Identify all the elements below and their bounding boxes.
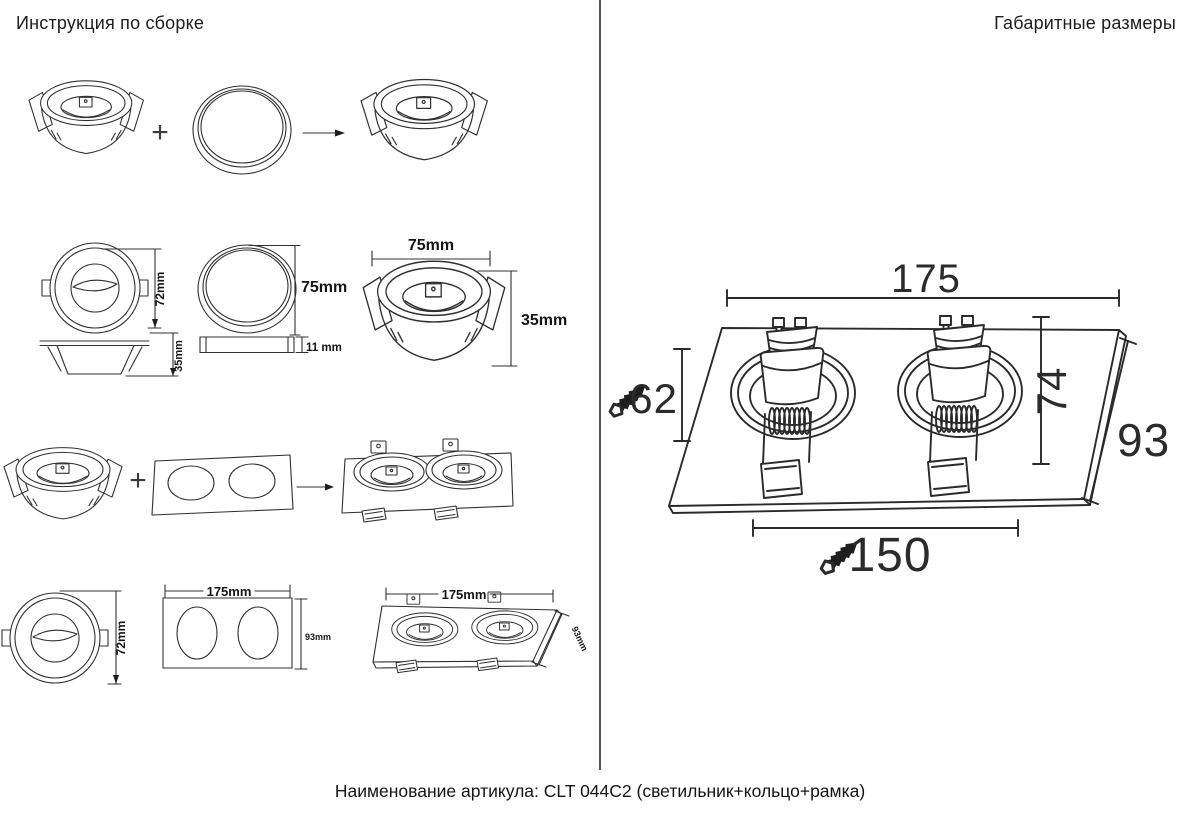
- dim-label-persp-diameter: 75mm: [407, 237, 455, 254]
- ring-drawing: [193, 86, 291, 174]
- dim-label-fixture-depth: 35mm: [173, 340, 185, 372]
- ring-side-view: [200, 337, 342, 354]
- arrow-icon: [303, 130, 345, 137]
- assembly-title: Инструкция по сборке: [16, 13, 205, 33]
- dim-label-ring-thickness: 11 mm: [306, 342, 342, 354]
- dim-label-lamp-height: 74: [1028, 366, 1075, 416]
- fixture-top-view: [42, 243, 167, 333]
- mounting-plate-drawing: [669, 328, 1126, 513]
- fixture-top-view-2: [2, 591, 128, 684]
- dimensions-diagram: [600, 0, 1200, 770]
- dim-label-ring-diameter: 75mm: [301, 279, 348, 296]
- dim-label-depth: 93: [1117, 414, 1171, 466]
- assembled-double-dimensioned: [373, 587, 590, 673]
- dim-cutout-height: [608, 349, 690, 441]
- article-caption: Наименование артикула: CLT 044C2 (светильник+кольцо+рамка): [334, 781, 866, 801]
- fixture-drawing: [29, 81, 143, 154]
- dim-label-assembled-depth: 93mm: [569, 624, 590, 653]
- dim-label-bottom-width: 150: [848, 529, 932, 582]
- arrow-icon-2: [297, 484, 334, 491]
- dim-label-persp-height: 35mm: [521, 312, 568, 329]
- ring-top-view: [198, 245, 347, 335]
- assembled-double-drawing: [342, 439, 513, 522]
- dimensions-title: Габаритные размеры: [994, 13, 1176, 33]
- fixture-drawing-2: [4, 448, 122, 519]
- fixture-side-view: [40, 333, 185, 376]
- dim-label-frame-depth: 93mm: [305, 632, 332, 642]
- assembled-fixture-drawing: [361, 79, 487, 159]
- dim-label-assembled-width: 175mm: [441, 587, 487, 602]
- dim-label-width-total: 175: [891, 257, 961, 301]
- dim-bottom-width: [753, 520, 1018, 582]
- dim-label-cutout-height: 62: [629, 375, 678, 422]
- assembly-diagram: [0, 0, 600, 770]
- dim-label-fixture-height: 72mm: [153, 271, 167, 307]
- plus-operator-2: +: [129, 464, 147, 497]
- dim-label-fixture2-height: 72mm: [114, 620, 128, 656]
- double-frame-dimensioned: [163, 584, 331, 669]
- fixture-perspective-view: [363, 237, 567, 366]
- dim-label-frame-width: 175mm: [206, 584, 252, 599]
- plus-operator: +: [151, 116, 169, 149]
- dim-width-total: [727, 257, 1119, 306]
- double-frame-drawing: [152, 455, 293, 515]
